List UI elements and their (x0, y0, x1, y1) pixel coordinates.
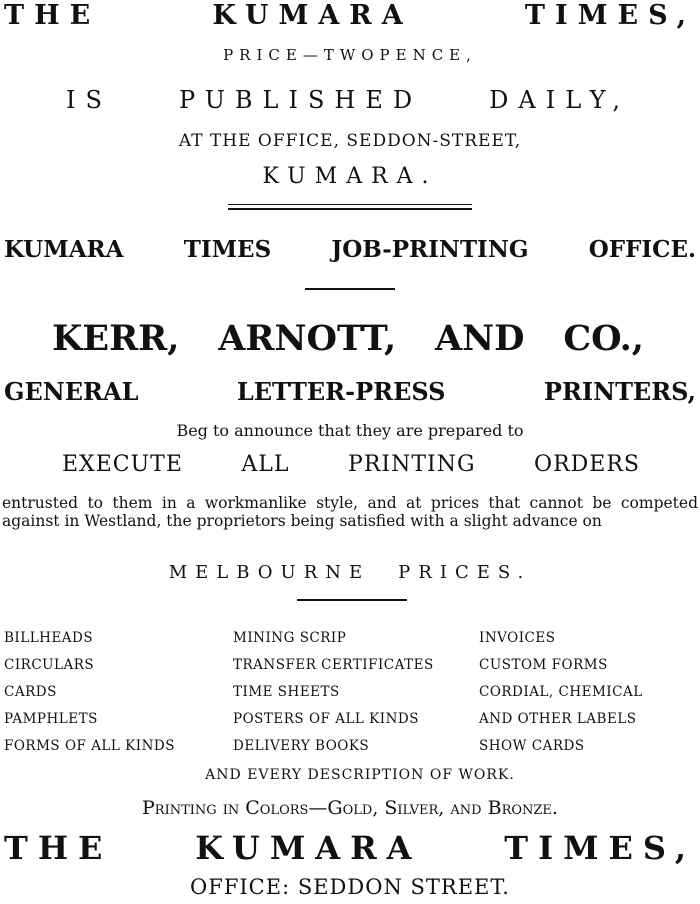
execute-word: ORDERS (534, 452, 640, 477)
firm-word: AND (435, 318, 525, 359)
body-paragraph: entrusted to them in a workmanlike style, and at prices that cannot be competed against in Westland, the proprietors being satisfied with a slight advance on (2, 494, 698, 530)
published-daily (0, 86, 700, 114)
firm-word: CO., (563, 318, 644, 359)
announcement: Beg to announce that they are prepared to (176, 421, 524, 440)
service-item: AND OTHER LABELS (479, 711, 637, 727)
execute-heading (0, 452, 700, 477)
masthead-word: THE (4, 0, 101, 31)
job-word: OFFICE. (588, 236, 696, 263)
service-item: CUSTOM FORMS (479, 657, 608, 673)
town-name: KUMARA. (262, 164, 438, 189)
double-rule-bottom (228, 208, 472, 210)
closing-word: KUMARA (195, 829, 422, 867)
printing-colors (0, 797, 700, 819)
service-item: CARDS (4, 684, 57, 700)
service-item: POSTERS OF ALL KINDS (233, 711, 419, 727)
service-item: MINING SCRIP (233, 630, 347, 646)
closing-title (0, 829, 700, 867)
colors-text: Printing in Colors—Gold, Silver, and Bronze. (142, 797, 558, 819)
service-item: PAMPHLETS (4, 711, 98, 727)
published-word: DAILY, (489, 86, 630, 114)
service-item: SHOW CARDS (479, 738, 585, 754)
closing-office: OFFICE: SEDDON STREET. (190, 875, 510, 899)
masthead-word: TIMES, (524, 0, 696, 31)
firm-word: ARNOTT, (218, 318, 397, 359)
service-item: CORDIAL, CHEMICAL (479, 684, 643, 700)
every-description: AND EVERY DESCRIPTION OF WORK. (205, 767, 515, 783)
price-line: PRICE—TWOPENCE, (223, 46, 477, 64)
melbourne-word: MELBOURNE (168, 562, 371, 583)
services-list (4, 627, 700, 758)
service-item: TIME SHEETS (233, 684, 340, 700)
published-word: IS (66, 86, 112, 114)
execute-word: PRINTING (348, 452, 476, 477)
execute-word: ALL (241, 452, 290, 477)
firm-word: KERR, (52, 318, 180, 359)
closing-word: TIMES, (504, 829, 696, 867)
short-rule (297, 599, 407, 601)
job-printing-heading (0, 236, 700, 263)
execute-word: EXECUTE (62, 452, 183, 477)
office-address: AT THE OFFICE, SEDDON-STREET, (178, 131, 522, 151)
trade-word: LETTER-PRESS (236, 377, 446, 406)
service-item: DELIVERY BOOKS (233, 738, 370, 754)
trade-word: GENERAL (4, 377, 139, 406)
service-item: BILLHEADS (4, 630, 94, 646)
firm-name (0, 318, 700, 359)
service-item: CIRCULARS (4, 657, 95, 673)
service-item: TRANSFER CERTIFICATES (233, 657, 434, 673)
job-word: KUMARA (4, 236, 124, 263)
masthead-word: KUMARA (212, 0, 413, 31)
prices-word: PRICES. (398, 562, 532, 583)
published-word: PUBLISHED (178, 86, 423, 114)
melbourne-prices (0, 562, 700, 583)
trade-word: PRINTERS, (543, 377, 696, 406)
short-rule (305, 288, 395, 290)
service-item: FORMS OF ALL KINDS (4, 738, 175, 754)
trade-heading (0, 377, 700, 406)
closing-word: THE (4, 829, 113, 867)
double-rule-top (228, 204, 472, 205)
service-item: INVOICES (479, 630, 556, 646)
masthead-title (0, 0, 700, 31)
job-word: TIMES (183, 236, 272, 263)
job-word: JOB-PRINTING (331, 236, 529, 263)
